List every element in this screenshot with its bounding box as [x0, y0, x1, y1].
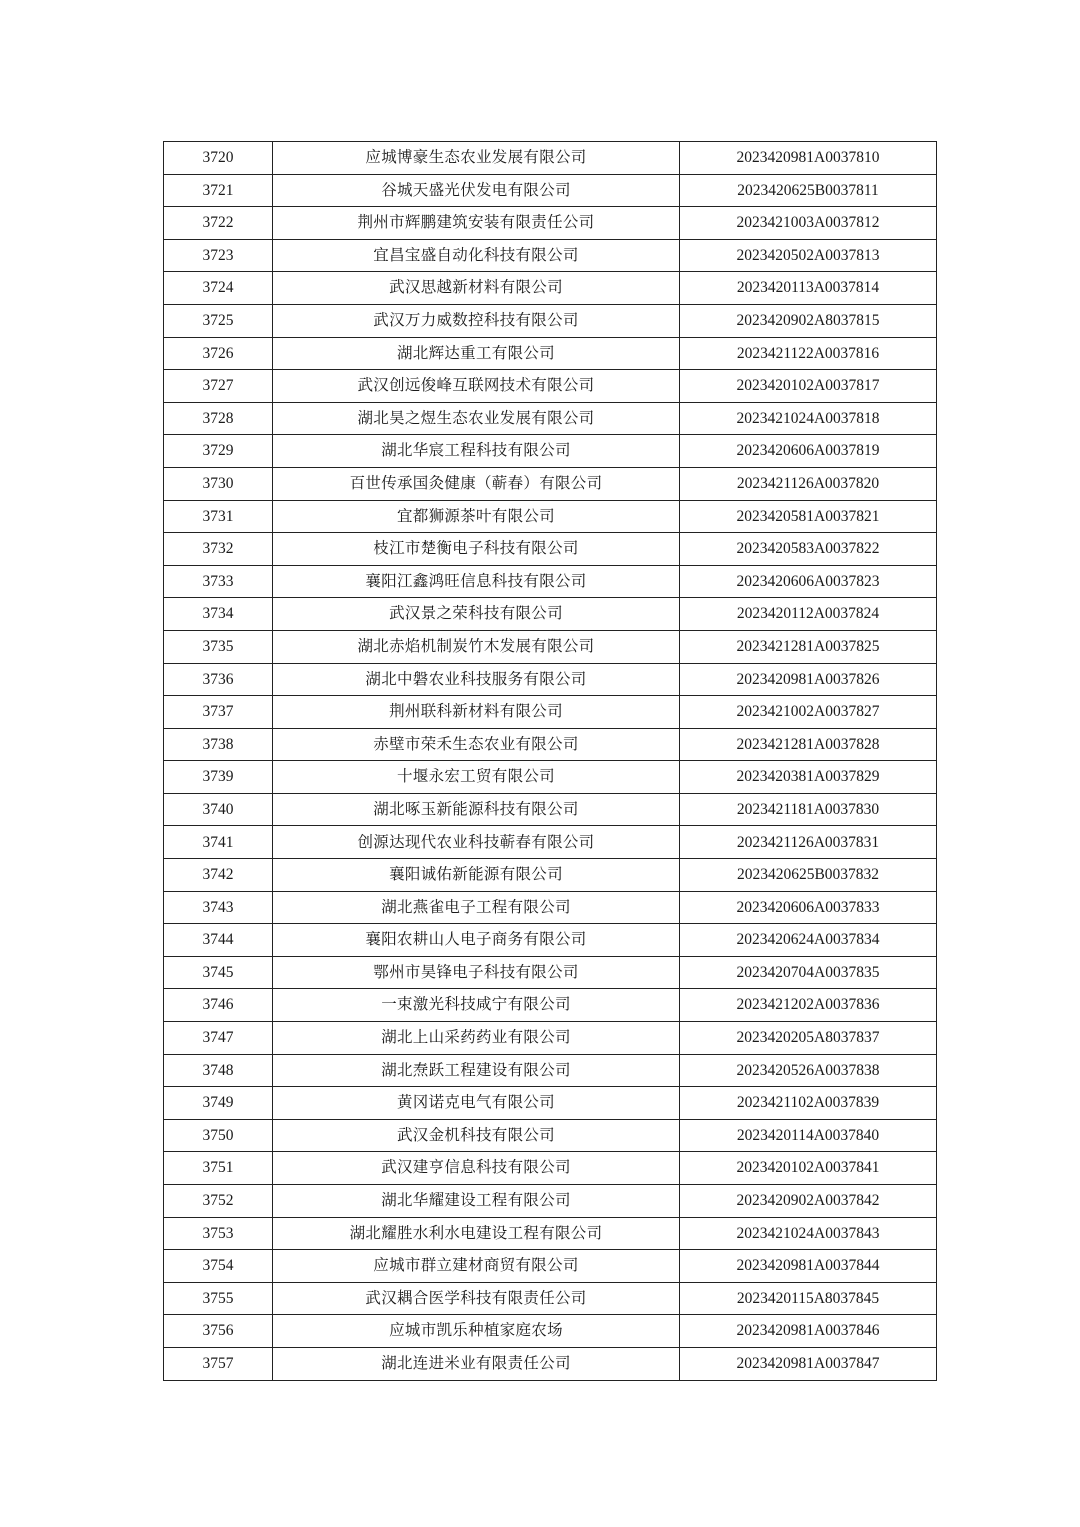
table-row	[164, 859, 937, 892]
registration-code-cell: 2023420115A8037845	[680, 1282, 937, 1315]
registration-code-cell: 2023420581A0037821	[680, 500, 937, 533]
table-row	[164, 1347, 937, 1380]
row-number-cell: 3755	[164, 1282, 273, 1315]
company-name-cell: 湖北上山采药药业有限公司	[273, 1022, 680, 1055]
table-row	[164, 793, 937, 826]
table-row	[164, 239, 937, 272]
table-row	[164, 500, 937, 533]
table-row	[164, 174, 937, 207]
table-row	[164, 989, 937, 1022]
registration-code-cell: 2023420113A0037814	[680, 272, 937, 305]
row-number-cell: 3729	[164, 435, 273, 468]
row-number-cell: 3725	[164, 304, 273, 337]
table-row	[164, 565, 937, 598]
company-name-cell: 武汉金机科技有限公司	[273, 1119, 680, 1152]
table-row	[164, 728, 937, 761]
registration-code-cell: 2023421181A0037830	[680, 793, 937, 826]
row-number-cell: 3723	[164, 239, 273, 272]
company-name-cell: 湖北赤焰机制炭竹木发展有限公司	[273, 630, 680, 663]
row-number-cell: 3740	[164, 793, 273, 826]
company-name-cell: 湖北啄玉新能源科技有限公司	[273, 793, 680, 826]
row-number-cell: 3730	[164, 467, 273, 500]
row-number-cell: 3741	[164, 826, 273, 859]
company-name-cell: 宜昌宝盛自动化科技有限公司	[273, 239, 680, 272]
registration-code-cell: 2023421281A0037825	[680, 630, 937, 663]
row-number-cell: 3737	[164, 696, 273, 729]
company-name-cell: 武汉思越新材料有限公司	[273, 272, 680, 305]
registration-code-cell: 2023420981A0037826	[680, 663, 937, 696]
registration-code-cell: 2023420902A0037842	[680, 1185, 937, 1218]
company-name-cell: 襄阳江鑫鸿旺信息科技有限公司	[273, 565, 680, 598]
table-row	[164, 1315, 937, 1348]
registration-code-cell: 2023420606A0037833	[680, 891, 937, 924]
registration-code-cell: 2023420981A0037844	[680, 1250, 937, 1283]
table-row	[164, 1022, 937, 1055]
registration-code-cell: 2023421102A0037839	[680, 1087, 937, 1120]
table-row	[164, 467, 937, 500]
row-number-cell: 3756	[164, 1315, 273, 1348]
registration-code-cell: 2023420981A0037846	[680, 1315, 937, 1348]
company-name-cell: 黄冈诺克电气有限公司	[273, 1087, 680, 1120]
company-name-cell: 湖北焘跃工程建设有限公司	[273, 1054, 680, 1087]
row-number-cell: 3721	[164, 174, 273, 207]
row-number-cell: 3757	[164, 1347, 273, 1380]
table-row	[164, 598, 937, 631]
table-row	[164, 370, 937, 403]
registration-code-cell: 2023421281A0037828	[680, 728, 937, 761]
company-roster-table	[163, 141, 937, 1381]
table-row	[164, 272, 937, 305]
row-number-cell: 3733	[164, 565, 273, 598]
company-name-cell: 武汉耦合医学科技有限责任公司	[273, 1282, 680, 1315]
company-name-cell: 谷城天盛光伏发电有限公司	[273, 174, 680, 207]
table-row	[164, 1119, 937, 1152]
registration-code-cell: 2023420502A0037813	[680, 239, 937, 272]
company-name-cell: 应城市凯乐种植家庭农场	[273, 1315, 680, 1348]
company-name-cell: 武汉创远俊峰互联网技术有限公司	[273, 370, 680, 403]
row-number-cell: 3747	[164, 1022, 273, 1055]
registration-code-cell: 2023420902A8037815	[680, 304, 937, 337]
registration-code-cell: 2023421126A0037820	[680, 467, 937, 500]
company-name-cell: 赤壁市荣禾生态农业有限公司	[273, 728, 680, 761]
company-name-cell: 应城博豪生态农业发展有限公司	[273, 142, 680, 175]
row-number-cell: 3724	[164, 272, 273, 305]
row-number-cell: 3720	[164, 142, 273, 175]
row-number-cell: 3751	[164, 1152, 273, 1185]
row-number-cell: 3753	[164, 1217, 273, 1250]
row-number-cell: 3742	[164, 859, 273, 892]
table-row	[164, 1185, 937, 1218]
company-name-cell: 湖北燕雀电子工程有限公司	[273, 891, 680, 924]
row-number-cell: 3739	[164, 761, 273, 794]
registration-code-cell: 2023420981A0037810	[680, 142, 937, 175]
registration-code-cell: 2023421024A0037843	[680, 1217, 937, 1250]
table-row	[164, 435, 937, 468]
company-name-cell: 武汉万力威数控科技有限公司	[273, 304, 680, 337]
company-name-cell: 武汉景之荣科技有限公司	[273, 598, 680, 631]
row-number-cell: 3735	[164, 630, 273, 663]
table-row	[164, 533, 937, 566]
table-row	[164, 761, 937, 794]
table-row	[164, 891, 937, 924]
row-number-cell: 3727	[164, 370, 273, 403]
company-name-cell: 百世传承国灸健康（蕲春）有限公司	[273, 467, 680, 500]
table-row	[164, 826, 937, 859]
registration-code-cell: 2023420606A0037819	[680, 435, 937, 468]
company-name-cell: 荆州市辉鹏建筑安装有限责任公司	[273, 207, 680, 240]
row-number-cell: 3754	[164, 1250, 273, 1283]
registration-code-cell: 2023420981A0037847	[680, 1347, 937, 1380]
company-name-cell: 湖北辉达重工有限公司	[273, 337, 680, 370]
company-name-cell: 湖北昊之煜生态农业发展有限公司	[273, 402, 680, 435]
registration-code-cell: 2023420112A0037824	[680, 598, 937, 631]
table-row	[164, 1087, 937, 1120]
table-row	[164, 1282, 937, 1315]
table-row	[164, 1217, 937, 1250]
row-number-cell: 3728	[164, 402, 273, 435]
registration-code-cell: 2023420526A0037838	[680, 1054, 937, 1087]
company-name-cell: 一束激光科技咸宁有限公司	[273, 989, 680, 1022]
registration-code-cell: 2023420625B0037811	[680, 174, 937, 207]
registration-code-cell: 2023421003A0037812	[680, 207, 937, 240]
table-row	[164, 207, 937, 240]
row-number-cell: 3734	[164, 598, 273, 631]
company-name-cell: 湖北连进米业有限责任公司	[273, 1347, 680, 1380]
company-name-cell: 武汉建亨信息科技有限公司	[273, 1152, 680, 1185]
registration-code-cell: 2023421202A0037836	[680, 989, 937, 1022]
registration-code-cell: 2023420205A8037837	[680, 1022, 937, 1055]
row-number-cell: 3736	[164, 663, 273, 696]
company-name-cell: 襄阳诚佑新能源有限公司	[273, 859, 680, 892]
company-name-cell: 荆州联科新材料有限公司	[273, 696, 680, 729]
company-name-cell: 宜都狮源茶叶有限公司	[273, 500, 680, 533]
company-name-cell: 枝江市楚衡电子科技有限公司	[273, 533, 680, 566]
registration-code-cell: 2023420624A0037834	[680, 924, 937, 957]
company-name-cell: 湖北华耀建设工程有限公司	[273, 1185, 680, 1218]
table-row	[164, 402, 937, 435]
company-name-cell: 应城市群立建材商贸有限公司	[273, 1250, 680, 1283]
table-row	[164, 1054, 937, 1087]
company-name-cell: 襄阳农耕山人电子商务有限公司	[273, 924, 680, 957]
row-number-cell: 3746	[164, 989, 273, 1022]
table-row	[164, 304, 937, 337]
row-number-cell: 3743	[164, 891, 273, 924]
row-number-cell: 3745	[164, 956, 273, 989]
table-row	[164, 337, 937, 370]
row-number-cell: 3726	[164, 337, 273, 370]
registration-code-cell: 2023420102A0037841	[680, 1152, 937, 1185]
company-name-cell: 湖北中磐农业科技服务有限公司	[273, 663, 680, 696]
company-name-cell: 湖北华宸工程科技有限公司	[273, 435, 680, 468]
row-number-cell: 3749	[164, 1087, 273, 1120]
row-number-cell: 3731	[164, 500, 273, 533]
registration-code-cell: 2023421126A0037831	[680, 826, 937, 859]
table-row	[164, 630, 937, 663]
registration-code-cell: 2023420704A0037835	[680, 956, 937, 989]
registration-code-cell: 2023420102A0037817	[680, 370, 937, 403]
registration-code-cell: 2023421122A0037816	[680, 337, 937, 370]
registration-code-cell: 2023420606A0037823	[680, 565, 937, 598]
row-number-cell: 3738	[164, 728, 273, 761]
row-number-cell: 3748	[164, 1054, 273, 1087]
table-row	[164, 696, 937, 729]
company-name-cell: 鄂州市昊锋电子科技有限公司	[273, 956, 680, 989]
company-name-cell: 创源达现代农业科技蕲春有限公司	[273, 826, 680, 859]
registration-code-cell: 2023420381A0037829	[680, 761, 937, 794]
row-number-cell: 3744	[164, 924, 273, 957]
registration-code-cell: 2023420583A0037822	[680, 533, 937, 566]
row-number-cell: 3752	[164, 1185, 273, 1218]
table-row	[164, 142, 937, 175]
row-number-cell: 3732	[164, 533, 273, 566]
table-row	[164, 663, 937, 696]
registration-code-cell: 2023420625B0037832	[680, 859, 937, 892]
row-number-cell: 3750	[164, 1119, 273, 1152]
registration-code-cell: 2023420114A0037840	[680, 1119, 937, 1152]
table-row	[164, 956, 937, 989]
row-number-cell: 3722	[164, 207, 273, 240]
registration-code-cell: 2023421024A0037818	[680, 402, 937, 435]
registration-code-cell: 2023421002A0037827	[680, 696, 937, 729]
roster-body	[164, 142, 937, 1381]
company-name-cell: 十堰永宏工贸有限公司	[273, 761, 680, 794]
table-row	[164, 1152, 937, 1185]
table-row	[164, 924, 937, 957]
company-name-cell: 湖北耀胜水利水电建设工程有限公司	[273, 1217, 680, 1250]
table-row	[164, 1250, 937, 1283]
